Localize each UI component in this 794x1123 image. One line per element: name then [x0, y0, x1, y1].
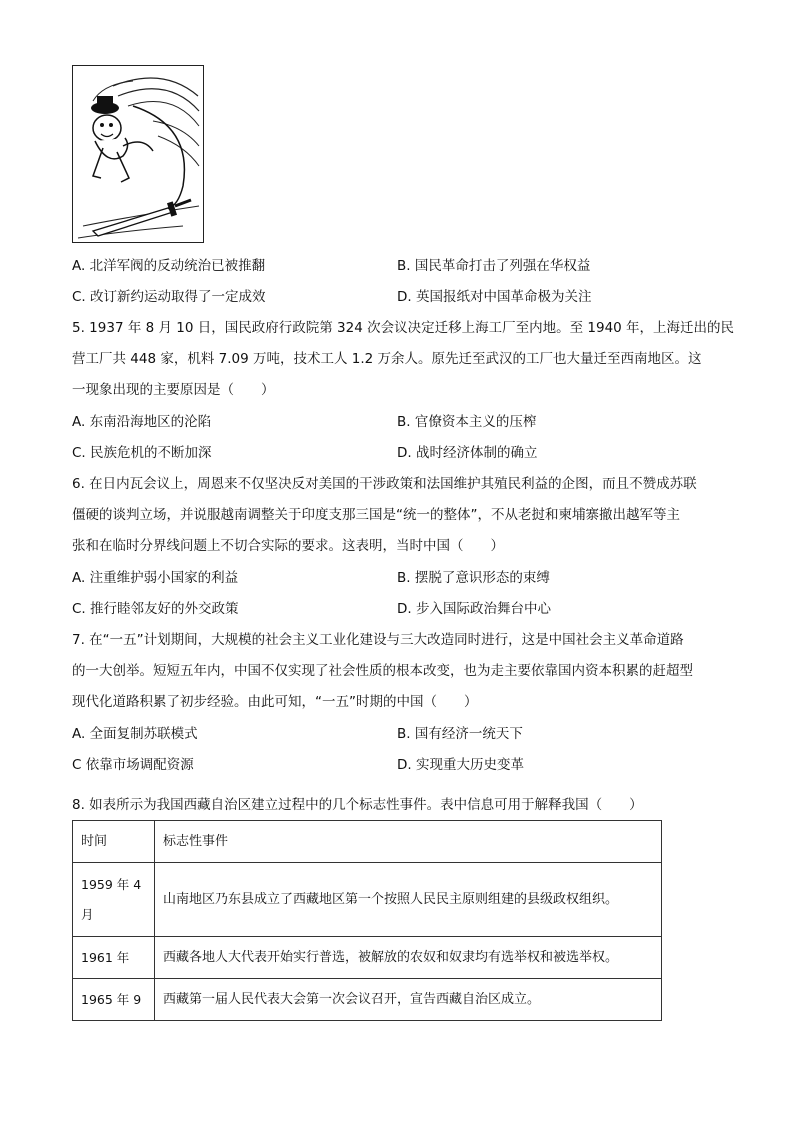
q5-stem-line-2: 营工厂共 448 家，机料 7.09 万吨，技术工人 1.2 万余人。原先迁至武汉的工厂也大量迁至西南地区。这	[72, 351, 702, 367]
q6-stem-line-1: 6. 在日内瓦会议上，周恩来不仅坚决反对美国的干涉政策和法国维护其殖民利益的企图，而且不赞成苏联	[72, 476, 697, 492]
table-header-row	[73, 821, 662, 863]
q5-option-c: C. 民族危机的不断加深	[72, 445, 212, 461]
events-table	[72, 820, 662, 1021]
table-cell-time: 1965 年 9	[73, 979, 155, 1021]
q7-option-d: D. 实现重大历史变革	[397, 757, 524, 773]
q5-stem-line-1: 5. 1937 年 8 月 10 日，国民政府行政院第 324 次会议决定迁移上海工厂至内地。至 1940 年，上海迁出的民	[72, 320, 735, 336]
q6-option-a: A. 注重维护弱小国家的利益	[72, 570, 239, 586]
q7-stem-line-1: 7. 在“一五”计划期间，大规模的社会主义工业化建设与三大改造同时进行，这是中国社会主义革命道路	[72, 632, 684, 648]
cartoon-drawing	[73, 66, 203, 242]
q4-option-d: D. 英国报纸对中国革命极为关注	[397, 289, 592, 305]
q6-option-d: D. 步入国际政治舞台中心	[397, 601, 551, 617]
table-row	[73, 937, 662, 979]
q6-option-c: C. 推行睦邻友好的外交政策	[72, 601, 239, 617]
q5-option-a: A. 东南沿海地区的沦陷	[72, 414, 212, 430]
q7-option-b: B. 国有经济一统天下	[397, 726, 523, 742]
q6-stem-line-3: 张和在临时分界线问题上不切合实际的要求。这表明，当时中国（ ）	[72, 538, 504, 554]
table-cell-event: 山南地区乃东县成立了西藏地区第一个按照人民民主原则组建的县级政权组织。	[155, 863, 662, 937]
table-cell-event: 西藏各地人大代表开始实行普选，被解放的农奴和奴隶均有选举权和被选举权。	[155, 937, 662, 979]
q5-option-b: B. 官僚资本主义的压榨	[397, 414, 537, 430]
table-cell-time	[73, 863, 155, 937]
cartoon-illustration	[72, 65, 204, 243]
q5-option-d: D. 战时经济体制的确立	[397, 445, 538, 461]
q6-option-b: B. 摆脱了意识形态的束缚	[397, 570, 550, 586]
q7-stem-line-2: 的一大创举。短短五年内，中国不仅实现了社会性质的根本改变，也为走主要依靠国内资本积累的赶超型	[72, 663, 693, 679]
table-header-event: 标志性事件	[155, 821, 662, 863]
table-header-time: 时间	[73, 821, 155, 863]
q8-stem: 8. 如表所示为我国西藏自治区建立过程中的几个标志性事件。表中信息可用于解释我国（ ）	[72, 797, 643, 813]
q4-option-c: C. 改订新约运动取得了一定成效	[72, 289, 266, 305]
time-line-2: 月	[81, 906, 94, 922]
table-cell-event: 西藏第一届人民代表大会第一次会议召开，宣告西藏自治区成立。	[155, 979, 662, 1021]
q7-option-a: A. 全面复制苏联模式	[72, 726, 198, 742]
table-cell-time: 1961 年	[73, 937, 155, 979]
q5-stem-line-3: 一现象出现的主要原因是（ ）	[72, 382, 275, 398]
table-row	[73, 979, 662, 1021]
q6-stem-line-2: 僵硬的谈判立场，并说服越南调整关于印度支那三国是“统一的整体”，不从老挝和柬埔寨撤出越军等主	[72, 507, 680, 523]
time-line-1: 1959 年 4	[81, 876, 142, 892]
q4-option-b: B. 国民革命打击了列强在华权益	[397, 258, 591, 274]
q4-option-a: A. 北洋军阀的反动统治已被推翻	[72, 258, 266, 274]
q7-option-c: C 依靠市场调配资源	[72, 757, 194, 773]
q7-stem-line-3: 现代化道路积累了初步经验。由此可知，“一五”时期的中国（ ）	[72, 694, 478, 710]
table-row	[73, 863, 662, 937]
